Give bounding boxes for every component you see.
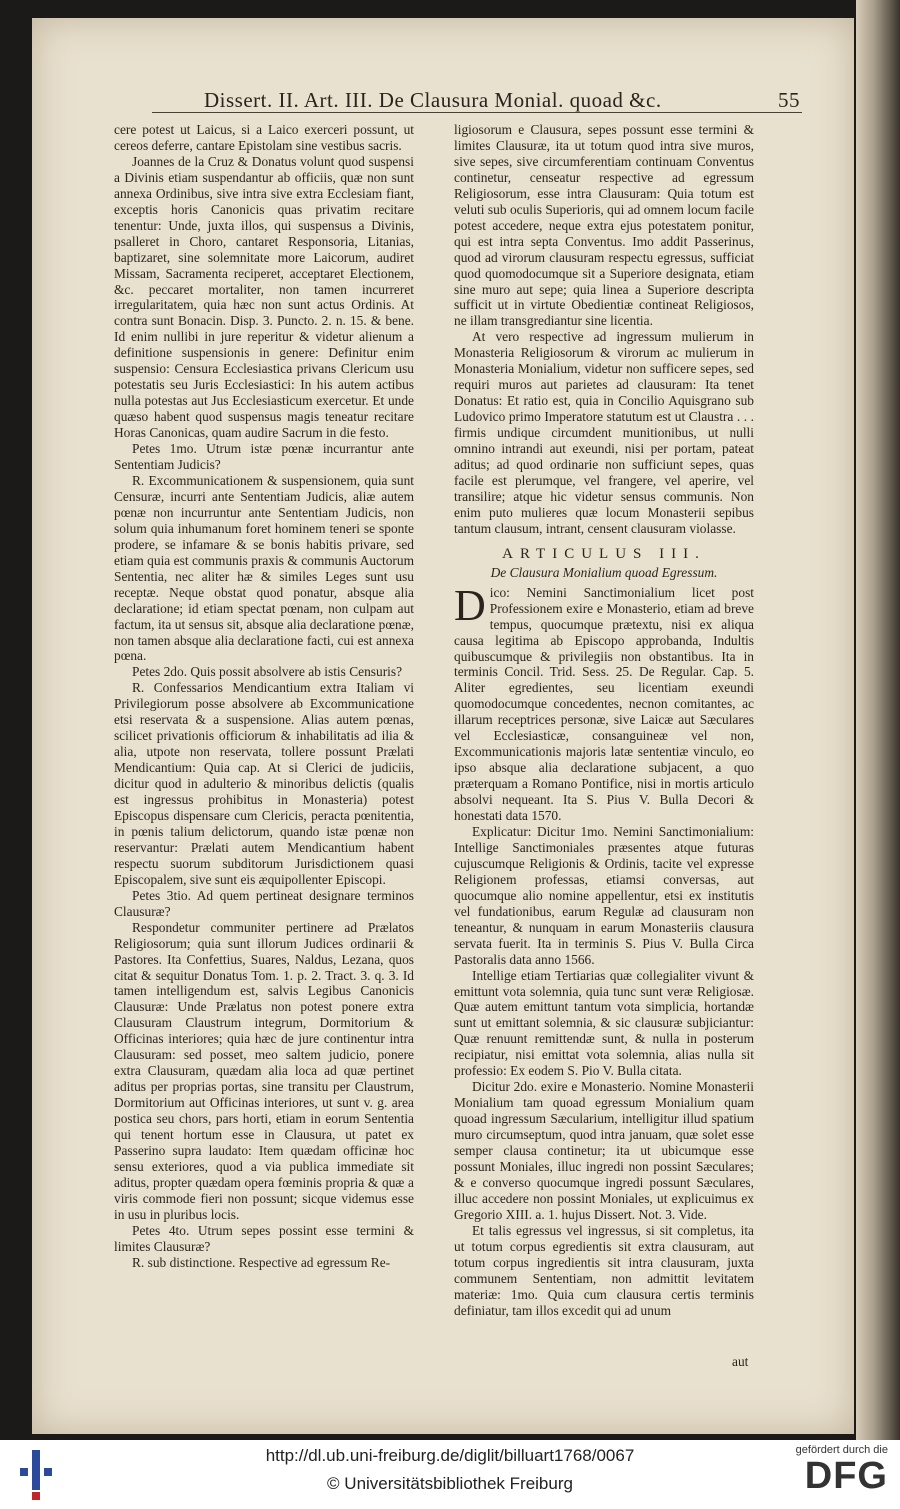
page-edge: [856, 0, 900, 1440]
paragraph: Petes 3tio. Ad quem pertineat designare terminos Clausuræ?: [114, 887, 414, 919]
running-head: [160, 66, 800, 112]
footer: [0, 1440, 900, 1509]
paragraph: Explicatur: Dicitur 1mo. Nemini Sanctimonialium: Intellige Sanctimoniales præsentes atque futuras cujuscumque Religionis & Ordinis, tacite vel expresse Religionem professas, etiamsi conversas, aut quocumque alio nomine appellentur, etsi ex institutis vel fundationibus, earum Regulæ ad clausuram non teneantur, & nunquam in earum Monasteriis clausura servata fuerit. Ita in terminis S. Pius V. Bulla Circa Pastoralis data anno 1566.: [454, 823, 754, 967]
paragraph: Respondetur communiter pertinere ad Prælatos Religiosorum; quia sunt illorum Judices ordinarii & Pastores. Ita Confettius, Suares, Naldus, Lezana, quos citat & sequitur Donatus Tom. 1. p. 2. Tract. 3. q. 3. Id tamen intelligendum est, salvis Legibus Canonicis Clausuræ: Unde Prælatus non potest ponere extra Clausuram Claustrum integrum, Dormitorium & Officinas interiores; quia hæc de jure continentur intra Clausuram: sed posset, meo saltem judicio, ponere extra Clausuram, quædam alia loca ad quæ pertinet aditus per proprias portas, sine transitu per Claustrum, Dormitorium aut Officinas interiores, ut sunt v. g. area postica seu chors, pars horti, etiam in eorum Sententia qui tenent hortum esse in Clausura, ut patet ex Passerino supra laudato: Item quædam officinæ hoc sensu exteriores, quod a via publica immediate sit aditus, propter quædam opera fœminis propria & quæ a viris commode fieri non possunt; sicque videmus esse in usu in pluribus locis.: [114, 919, 414, 1222]
paragraph: Dicitur 2do. exire e Monasterio. Nomine Monasterii Monialium tam quoad egressum Monialium quam quoad ingressum Sæcularium, intelligitur illud spatium muro circumseptum, quod intra januam, quæ solet esse semper clausa continetur; ita ut ubicumque esse possunt Moniales, illuc ingredi non possint Sæculares; & e converso quocumque ingredi possunt Sæculares, illuc accedere non possint Moniales, ut explicuimus ex Gregorio XIII. a. 1. hujus Dissert. Not. 3. Vide.: [454, 1079, 754, 1222]
permalink[interactable]: http://dl.ub.uni-freiburg.de/diglit/billuart1768/0067: [265, 1446, 635, 1465]
right-column: [454, 122, 754, 1319]
paragraph: Petes 1mo. Utrum istæ pœnæ incurrantur ante Sententiam Judicis?: [114, 441, 414, 473]
paragraph: Intellige etiam Tertiarias quæ collegialiter vivunt & emittunt vota solemnia, quia tunc sunt veræ Religiosæ. Quæ autem emittunt tantum vota simplicia, hortandæ sunt ut emittant solemnia, & sic clausuræ subjiciantur: Quæ renuunt remittendæ sunt, & nulla in posterum recipiatur, nisi emittat vota solemnia, alias nulla sit professio: Ex eodem S. Pio V. Bulla citata.: [454, 967, 754, 1079]
paragraph: R. sub distinctione. Respective ad egressum Re-: [132, 1254, 391, 1270]
paragraph: cere potest ut Laicus, si a Laico exerceri possunt, ut cereos deferre, cantare Epistolam sine vestibus sacris.: [114, 122, 414, 153]
left-column: [114, 122, 414, 1271]
header-rule: [152, 112, 802, 113]
paragraph: At vero respective ad ingressum mulierum in Monasteria Religiosorum & virorum ac mulierum in Monasteria Monialium, videtur non sufficere sepes, sed requiri muros aut parietes ad clausuram: Ita tenet Donatus: Et ratio est, quia in Concilio Aquisgrano sub Ludovico primo Imperatore statutum est ut Claustra . . . firmis undique circumdent munitionibus, ut nulli omnino intrandi aut exeundi, nisi per portam, pateat aditus; ad quod ordinarie non sufficiunt sepes, quas facile est plerumque, vel frangere, vel aperire, vel transilire; atque hic videtur sensus communis. Non enim puto mulieres quæ locum Monasterii sepibus tantum clausum, intrant, censent clausuram violasse.: [454, 329, 754, 536]
paragraph: R. Confessarios Mendicantium extra Italiam vi Privilegiorum posse absolvere ab Excommunicatione etsi reservata & a suspensione. Alias autem pœnas, scilicet privationis officiorum & inhabilitatis ad ilia & alia, utpote non reservata, tollere possunt Prælati Mendicantium: Quia cap. At si Clerici de judiciis, dicitur quod in adulterio & minoribus delictis (qualis est ingressus prohibitus in Monasteria) potest Episcopus dispensare cum Clericis, peracta pœnitentia, in pœnis talium delictorum, quando istæ pœnæ non reservantur: Prælati autem Mendicantium habent respectu suorum subditorum Jurisdictionem quasi Episcopalem, sive sunt eis æquipollenter Episcopi.: [114, 680, 414, 887]
catchword: aut: [732, 1354, 749, 1369]
running-head-title: Dissert. II. Art. III. De Clausura Monial. quoad &c.: [204, 88, 662, 112]
sponsor-label: gefördert durch die: [795, 1444, 888, 1456]
drop-cap: D: [454, 580, 486, 630]
paragraph: Joannes de la Cruz & Donatus volunt quod suspensi a Divinis etiam suspendantur ab officiis, quæ non sunt annexa Ordinibus, sive intra sive extra Ecclesiam fiant, exceptis horis Canonicis quas privatim recitare tenentur: Unde, juxta illos, qui suspensus a Divinis, psalleret in Choro, cantaret Responsoria, Litanias, baptizaret, sine solemnitate more Laicorum, audiret Missam, Sacramenta reciperet, acceptaret Electionem, &c. peccaret mortaliter, non tamen incurreret irregularitatem, quia hæc non sunt actus Ordinis. At contra sunt Bonacin. Disp. 3. Puncto. 2. n. 15. & bene. Id enim nullibi in jure reperitur & videtur alienum a definitione suspensionis in genere: Definitur enim suspensio: Censura Ecclesiastica privans Clericum usu potestatis seu Juris Ecclesiastici: In his autem actibus nulla potestas aut Jus Ecclesiasticum exercetur. Et unde quæso habent quod suspensus magis teneatur recitare Horas Canonicas, quam audire Sacrum in die festo.: [114, 153, 414, 441]
paragraph: ligiosorum e Clausura, sepes possunt esse termini & limites Clausuræ, ita ut totum quod intra sive muros, sive sepes, sive circumferentiam continuam Conventus continetur, censeatur respective ad egressum Religiosorum, esse intra Clausuram: Quia totum est veluti sub oculis Superioris, qui ad omnem locum facile potest accedere, neque extra ejus potestatem ponitur, qui est intra septa Conventus. Imo addit Passerinus, quod ad virorum clausuram respectu egressus, sufficiat quod quomodocumque sit a Superiore designata, etiam sine muro aut sepe; quia linea a Superiore descripta sufficit ut in virtute Obedientiæ contineat Religiosos, ne illam transgrediantur sine licentia.: [454, 122, 754, 329]
article-subheading: De Clausura Monialium quoad Egressum.: [490, 564, 718, 580]
article-first-paragraph: [454, 580, 754, 824]
page-number: 55: [778, 88, 800, 112]
paragraph-text: ico: Nemini Sanctimonialium licet post Professionem exire e Monasterio, etiam ad breve tempus, quocumque prætextu, nisi ex aliqua causa legitima ab Episcopo approbanda, Indultis quibuscumque & privilegiis non obstantibus. Ita in terminis Concil. Trid. Sess. 25. De Regular. Cap. 5. Aliter egredientes, seu licentiam exeundi quomodocumque concedentes, necnon comitantes, ac illarum receptrices personæ, sive Laicæ aut Sæculares vel Ecclesiasticæ, consanguineæ vel non, Excommunicationis majoris latæ sententiæ vinculo, eo ipso absque alia declaratione subjacent, a quo præterquam a Romano Pontifice, nisi in mortis articulo absolvi nequeant. Ita S. Pius V. Bulla Decori & honestati data 1570.: [454, 584, 754, 824]
paragraph: Et talis egressus vel ingressus, si sit completus, ita ut totum corpus egredientis sit extra clausuram, aut totum corpus ingredientis sit intra clausuram, juxta communem Sententiam, non admittit levitatem materiæ: 1mo. Quia cum clausura certis terminis definiatur, tam illos excedit qui ad unum: [454, 1222, 754, 1318]
article-heading: ARTICULUS III.: [502, 545, 706, 562]
copyright: © Universitätsbibliothek Freiburg: [327, 1474, 573, 1493]
book-page: [32, 18, 854, 1434]
sponsor-logo: [778, 1444, 888, 1504]
dfg-logo-icon: DFG: [804, 1455, 888, 1497]
paragraph: Petes 2do. Quis possit absolvere ab istis Censuris?: [132, 664, 403, 680]
paragraph: R. Excommunicationem & suspensionem, quia sunt Censuræ, incurri ante Sententiam Judicis, aliæ autem pœnæ non incurruntur ante Sententiam Judicis, non solum quia inhumanum foret hominem teneri se sponte prodere, se infamare & se bonis habitis privare, sed etiam quia est communis praxis & communis Auctorum Sententia, nec aliter hæ & similes Leges sunt usu receptæ. Neque obstat quod ponatur, absque alia declaratione; id etiam spectat pœnam, non culpam aut factum, ita ut sensus sit, absque alia declaratione pœnæ, non tamen absque alia declaratione facti, cui est annexa pœna.: [114, 472, 414, 664]
paragraph: Petes 4to. Utrum sepes possint esse termini & limites Clausuræ?: [114, 1222, 414, 1254]
